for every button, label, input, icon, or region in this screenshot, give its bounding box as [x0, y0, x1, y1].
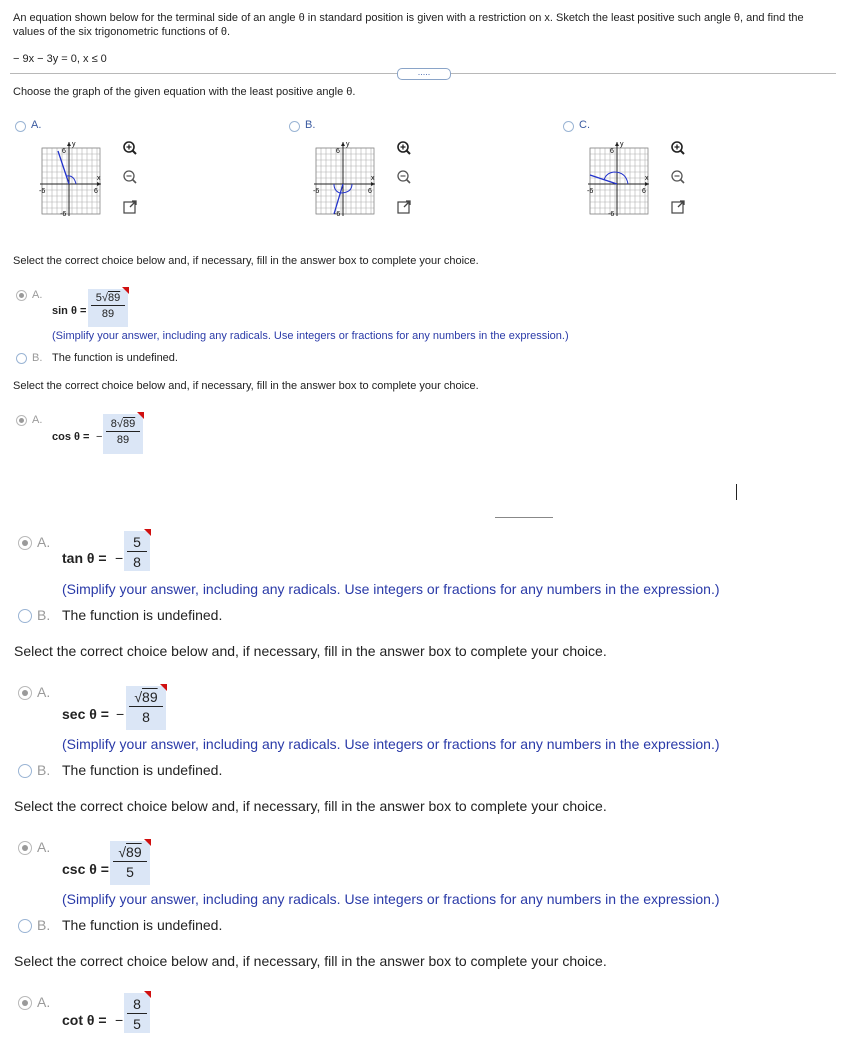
sec-simplify-note: (Simplify your answer, including any radicals. Use integers or fractions for any numbers in the expression.)	[62, 736, 720, 752]
graph-b-thumbnail[interactable]	[312, 138, 376, 218]
graph-b-tick-top: 6	[336, 148, 340, 155]
sin-denominator: 89	[101, 308, 115, 320]
graph-c-tick-bottom: -6	[608, 211, 615, 218]
graph-c-tick-top: 6	[610, 148, 614, 155]
cot-fraction-bar	[127, 1013, 147, 1014]
csc-denominator: 5	[126, 864, 134, 880]
sin-choice-b-label[interactable]: B.	[32, 352, 43, 364]
graph-a-terminal-ray	[58, 151, 69, 184]
sin-fraction-bar	[91, 305, 125, 306]
cot-answer-box[interactable]	[124, 993, 150, 1033]
cot-choice-a-radio[interactable]	[18, 996, 32, 1010]
csc-feedback-flag-icon	[144, 839, 151, 846]
csc-fraction-bar	[113, 861, 147, 862]
question-equation: − 9x − 3y = 0, x ≤ 0	[13, 53, 107, 65]
cot-choice-a-label[interactable]: A.	[37, 994, 51, 1010]
sin-label: sin θ =	[52, 305, 87, 317]
graph-option-a-radio[interactable]	[15, 121, 26, 132]
tan-undefined-text[interactable]: The function is undefined.	[62, 607, 223, 623]
csc-undefined-text[interactable]: The function is undefined.	[62, 917, 223, 933]
cos-fraction-bar	[106, 431, 140, 432]
csc-label: csc θ =	[62, 861, 109, 877]
expand-button-label: .....	[417, 67, 431, 77]
cos-feedback-flag-icon	[137, 412, 144, 419]
graph-c-tick-left: -6	[587, 188, 594, 195]
csc-numerator: √89	[118, 844, 142, 860]
question-prompt	[13, 11, 833, 39]
graph-a-tick-bottom: -6	[60, 211, 67, 218]
csc-choice-b-label[interactable]: B.	[37, 917, 51, 933]
sec-undefined-text[interactable]: The function is undefined.	[62, 762, 223, 778]
graph-a-zoom-in-icon[interactable]	[122, 140, 138, 156]
graph-b-zoom-in-icon[interactable]	[396, 140, 412, 156]
graph-a-zoom-out-icon[interactable]	[122, 169, 138, 185]
sec-fraction-bar	[129, 706, 163, 707]
tan-answer-box[interactable]	[124, 531, 150, 571]
tan-choice-a-label[interactable]: A.	[37, 534, 51, 550]
tan-choice-b-label[interactable]: B.	[37, 607, 51, 623]
graph-option-b-label[interactable]: B.	[305, 119, 316, 131]
csc-instruction: Select the correct choice below and, if necessary, fill in the answer box to complete your choice.	[14, 798, 607, 814]
sin-simplify-note: (Simplify your answer, including any radicals. Use integers or fractions for any numbers in the expression.)	[52, 330, 569, 342]
separator-line	[495, 517, 553, 518]
graph-c-popout-icon[interactable]	[670, 199, 686, 215]
graph-c-axis-x-label: x	[645, 175, 649, 182]
tan-denominator: 8	[133, 554, 141, 570]
sec-feedback-flag-icon	[160, 684, 167, 691]
graph-b-axis-y-label: y	[346, 141, 350, 148]
csc-answer-box[interactable]	[110, 841, 150, 885]
graph-a-axis-x-label: x	[97, 175, 101, 182]
sec-choice-a-label[interactable]: A.	[37, 684, 51, 700]
csc-choice-a-label[interactable]: A.	[37, 839, 51, 855]
cos-instruction: Select the correct choice below and, if necessary, fill in the answer box to complete your choice.	[13, 380, 479, 392]
tan-choice-a-radio[interactable]	[18, 536, 32, 550]
graph-option-c-label[interactable]: C.	[579, 119, 590, 131]
graph-c-grid	[590, 148, 648, 214]
graph-c-tick-right: 6	[642, 188, 646, 195]
tan-sign: −	[115, 550, 124, 566]
cot-denominator: 5	[133, 1016, 141, 1032]
sec-label: sec θ =	[62, 706, 109, 722]
sin-answer-box[interactable]	[88, 289, 128, 327]
graph-instruction: Choose the graph of the given equation with the least positive angle θ.	[13, 86, 356, 98]
tan-numerator: 5	[133, 534, 141, 550]
csc-simplify-note: (Simplify your answer, including any radicals. Use integers or fractions for any numbers in the expression.)	[62, 891, 720, 907]
sin-numerator: 5√89	[95, 292, 121, 304]
sec-choice-b-radio[interactable]	[18, 764, 32, 778]
cos-choice-a-label[interactable]: A.	[32, 414, 43, 426]
graph-option-b-radio[interactable]	[289, 121, 300, 132]
tan-feedback-flag-icon	[144, 529, 151, 536]
sin-feedback-flag-icon	[122, 287, 129, 294]
tan-label: tan θ =	[62, 550, 107, 566]
question-prompt-line2: values of the six trigonometric functions of θ.	[13, 26, 231, 38]
graph-b-popout-icon[interactable]	[396, 199, 412, 215]
graph-a-axis-y-label: y	[72, 141, 76, 148]
graph-option-c-radio[interactable]	[563, 121, 574, 132]
cot-sign: −	[115, 1012, 124, 1028]
text-cursor	[736, 484, 737, 500]
sec-choice-a-radio[interactable]	[18, 686, 32, 700]
graph-b-zoom-out-icon[interactable]	[396, 169, 412, 185]
sin-undefined-text[interactable]: The function is undefined.	[52, 352, 178, 364]
cos-sign: −	[96, 431, 103, 443]
graph-c-zoom-in-icon[interactable]	[670, 140, 686, 156]
graph-a-popout-icon[interactable]	[122, 199, 138, 215]
cot-instruction: Select the correct choice below and, if necessary, fill in the answer box to complete your choice.	[14, 953, 607, 969]
graph-b-axis-x-label: x	[371, 175, 375, 182]
sec-sign: −	[116, 706, 125, 722]
graph-b-grid	[316, 148, 374, 214]
sin-choice-a-label[interactable]: A.	[32, 289, 43, 301]
cos-denominator: 89	[116, 434, 130, 446]
tan-fraction-bar	[127, 551, 147, 552]
graph-c-thumbnail[interactable]	[586, 138, 650, 218]
sin-choice-b-radio[interactable]	[16, 353, 27, 364]
sec-instruction: Select the correct choice below and, if necessary, fill in the answer box to complete your choice.	[14, 643, 607, 659]
cos-numerator: 8√89	[110, 418, 136, 430]
graph-b-tick-bottom: -6	[334, 211, 341, 218]
graph-c-terminal-ray	[590, 175, 617, 184]
cot-label: cot θ =	[62, 1012, 107, 1028]
sec-numerator: √89	[134, 689, 158, 705]
graph-a-tick-left: -6	[39, 188, 46, 195]
graph-a-tick-right: 6	[94, 188, 98, 195]
graph-a-thumbnail[interactable]	[38, 138, 102, 218]
sin-instruction: Select the correct choice below and, if necessary, fill in the answer box to complete your choice.	[13, 255, 479, 267]
graph-a-tick-top: 6	[62, 148, 66, 155]
sec-choice-b-label[interactable]: B.	[37, 762, 51, 778]
graph-option-a-label[interactable]: A.	[31, 119, 42, 131]
graph-c-axis-y-label: y	[620, 141, 624, 148]
graph-c-zoom-out-icon[interactable]	[670, 169, 686, 185]
cos-label: cos θ =	[52, 431, 90, 443]
cot-feedback-flag-icon	[144, 991, 151, 998]
graph-a-grid	[42, 148, 100, 214]
csc-choice-a-radio[interactable]	[18, 841, 32, 855]
sec-answer-box[interactable]	[126, 686, 166, 730]
graph-b-tick-left: -6	[313, 188, 320, 195]
graph-b-tick-right: 6	[368, 188, 372, 195]
question-prompt-line1: An equation shown below for the terminal side of an angle θ in standard position is given with a restriction on x. Sketch the least positive such angle θ, and find the	[13, 12, 804, 24]
tan-choice-b-radio[interactable]	[18, 609, 32, 623]
tan-simplify-note: (Simplify your answer, including any radicals. Use integers or fractions for any numbers in the expression.)	[62, 581, 720, 597]
cot-numerator: 8	[133, 996, 141, 1012]
csc-choice-b-radio[interactable]	[18, 919, 32, 933]
sin-choice-a-radio[interactable]	[16, 290, 27, 301]
sec-denominator: 8	[142, 709, 150, 725]
cos-choice-a-radio[interactable]	[16, 415, 27, 426]
expand-button[interactable]	[397, 68, 451, 80]
cos-answer-box[interactable]	[103, 414, 143, 454]
